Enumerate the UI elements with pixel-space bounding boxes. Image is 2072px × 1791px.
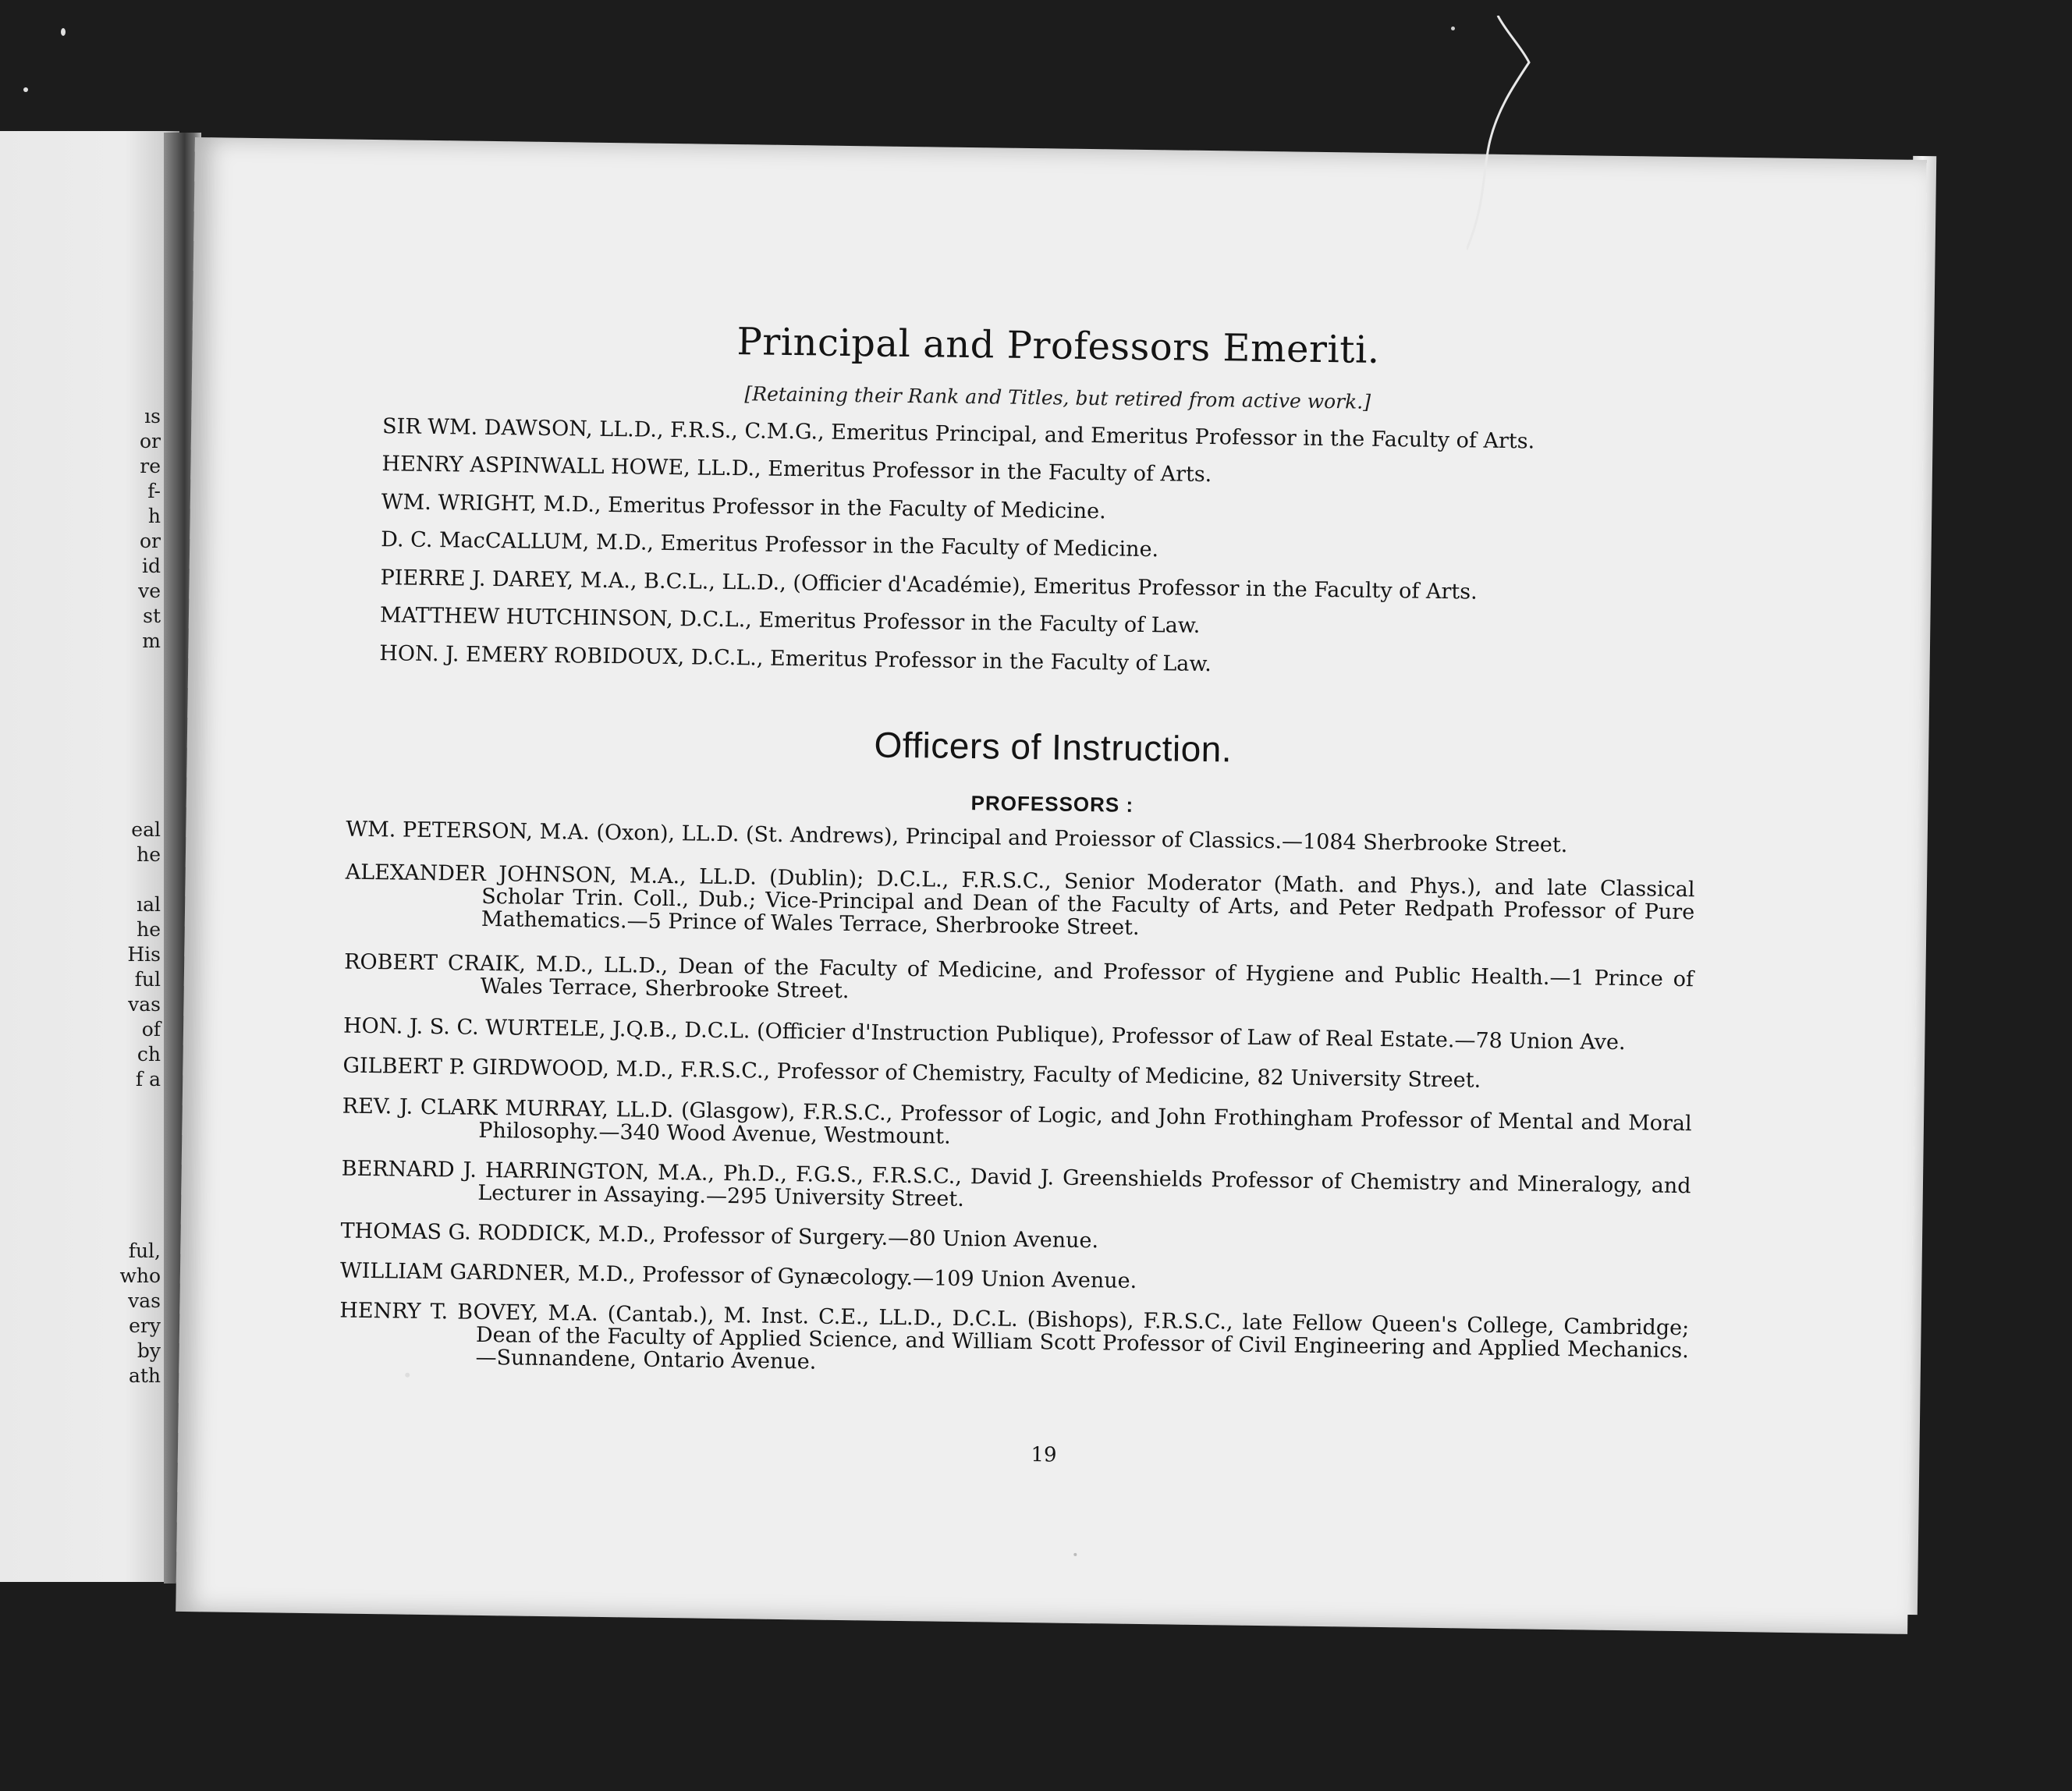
fragment: id	[142, 555, 161, 577]
facing-page-text-top	[138, 404, 161, 654]
fragment: he	[137, 843, 161, 866]
dust-speck	[23, 87, 28, 92]
professor-entry: WILLIAM GARDNER, M.D., Professor of Gynæcology.—109 Union Avenue.	[339, 1258, 1137, 1293]
heading-professors: PROFESSORS :	[970, 791, 1134, 817]
fragment: m	[142, 630, 161, 652]
fragment: of	[141, 1018, 161, 1041]
professor-entry: BERNARD J. HARRINGTON, M.A., Ph.D., F.G.S., F.R.S.C., David J. Greenshields Professor of Chemistry and Mineralogy, and Lecturer in Assaying.—295 University Street.	[341, 1156, 1691, 1212]
emeritus-entry: HENRY ASPINWALL HOWE, LL.D., Emeritus Professor in the Faculty of Arts.	[381, 452, 1212, 488]
emeritus-entry: D. C. MacCALLUM, M.D., Emeritus Professor in the Faculty of Medicine.	[381, 527, 1159, 562]
hair-artifact	[1467, 16, 1560, 265]
emeritus-entry: HON. J. EMERY ROBIDOUX, D.C.L., Emeritus Professor in the Faculty of Law.	[379, 641, 1212, 677]
professor-entry: REV. J. CLARK MURRAY, LL.D. (Glasgow), F.R.S.C., Professor of Logic, and John Frothingham Professor of Mental and Moral Philosophy.—340 Wood Avenue, Westmount.	[342, 1094, 1692, 1149]
heading-officers: Officers of Instruction.	[874, 724, 1233, 770]
fragment: ıs	[144, 405, 161, 427]
professor-entry: WM. PETERSON, M.A. (Oxon), LL.D. (St. Andrews), Principal and Proiessor of Classics.—1084 Sherbrooke Street.	[346, 817, 1568, 858]
emeritus-entry: WM. WRIGHT, M.D., Emeritus Professor in the Faculty of Medicine.	[381, 490, 1106, 524]
emeritus-entry: MATTHEW HUTCHINSON, D.C.L., Emeritus Professor in the Faculty of Law.	[379, 603, 1201, 638]
document-page	[176, 137, 1927, 1634]
professor-entry: HON. J. S. C. WURTELE, J.Q.B., D.C.L. (Officier d'Instruction Publique), Professor of Law of Real Estate.—78 Union Ave.	[342, 1013, 1626, 1055]
fragment: ful	[134, 968, 161, 991]
professor-entry: THOMAS G. RODDICK, M.D., Professor of Surgery.—80 Union Avenue.	[340, 1218, 1099, 1254]
fragment: f a	[135, 1068, 161, 1091]
emeritus-entry: SIR WM. DAWSON, LL.D., F.R.S., C.M.G., Emeritus Principal, and Emeritus Professor in the Faculty of Arts.	[381, 414, 1535, 454]
fragment: ath	[128, 1364, 161, 1387]
fragment: re	[140, 455, 161, 477]
facing-page-text-bottom	[119, 1239, 161, 1388]
professor-entry: ALEXANDER JOHNSON, M.A., LL.D. (Dublin); D.C.L., F.R.S.C., Senior Moderator (Math. and Phys.), and late Classical Scholar Trin. Coll., Dub.; Vice-Principal and Dean of the Faculty of Arts, and Peter Redpath Professor of Pure Mathematics.—5 Prince of Wales Terrace, Sherbrooke Street.	[345, 860, 1695, 940]
dust-speck	[1073, 1553, 1077, 1556]
fragment: or	[139, 530, 161, 552]
fragment: ve	[138, 580, 161, 602]
emeritus-entry: PIERRE J. DAREY, M.A., B.C.L., LL.D., (Officier d'Académie), Emeritus Professor in the Faculty of Arts.	[380, 566, 1478, 605]
professor-entry: GILBERT P. GIRDWOOD, M.D., F.R.S.C., Professor of Chemistry, Faculty of Medicine, 82 University Street.	[342, 1053, 1481, 1093]
subtitle-emeriti: [Retaining their Rank and Titles, but retired from active work.]	[744, 382, 1371, 413]
fragment: vas	[128, 993, 161, 1016]
fragment: h	[147, 505, 161, 527]
fragment	[127, 867, 161, 892]
dust-speck	[61, 28, 66, 36]
fragment: ery	[129, 1314, 161, 1337]
fragment: His	[127, 943, 161, 966]
facing-page	[0, 131, 179, 1582]
fragment: f-	[147, 480, 161, 502]
page-number: 19	[1031, 1443, 1057, 1467]
dust-speck	[1451, 27, 1455, 30]
fragment: st	[143, 605, 161, 627]
fragment: ıal	[137, 893, 161, 916]
fragment: he	[137, 918, 161, 941]
dust-speck	[405, 1373, 410, 1378]
professor-entry: HENRY T. BOVEY, M.A. (Cantab.), M. Inst. C.E., LL.D., D.C.L. (Bishops), F.R.S.C., late Fellow Queen's College, Cambridge; Dean of the Faculty of Applied Science, and William Scott Professor of Civil Engineering and Applied Mechanics.—Sunnandene, Ontario Avenue.	[339, 1298, 1690, 1374]
heading-emeriti: Principal and Professors Emeriti.	[736, 320, 1381, 372]
fragment: vas	[128, 1289, 161, 1312]
fragment: or	[139, 430, 161, 452]
fragment: ful,	[128, 1240, 161, 1262]
facing-page-text-mid	[127, 817, 161, 1092]
professor-entry: ROBERT CRAIK, M.D., LL.D., Dean of the Faculty of Medicine, and Professor of Hygiene and Public Health.—1 Prince of Wales Terrace, Sherbrooke Street.	[343, 949, 1694, 1004]
fragment: eal	[131, 818, 161, 841]
fragment: who	[119, 1264, 161, 1287]
fragment: by	[137, 1339, 161, 1362]
fragment: ch	[137, 1043, 161, 1066]
